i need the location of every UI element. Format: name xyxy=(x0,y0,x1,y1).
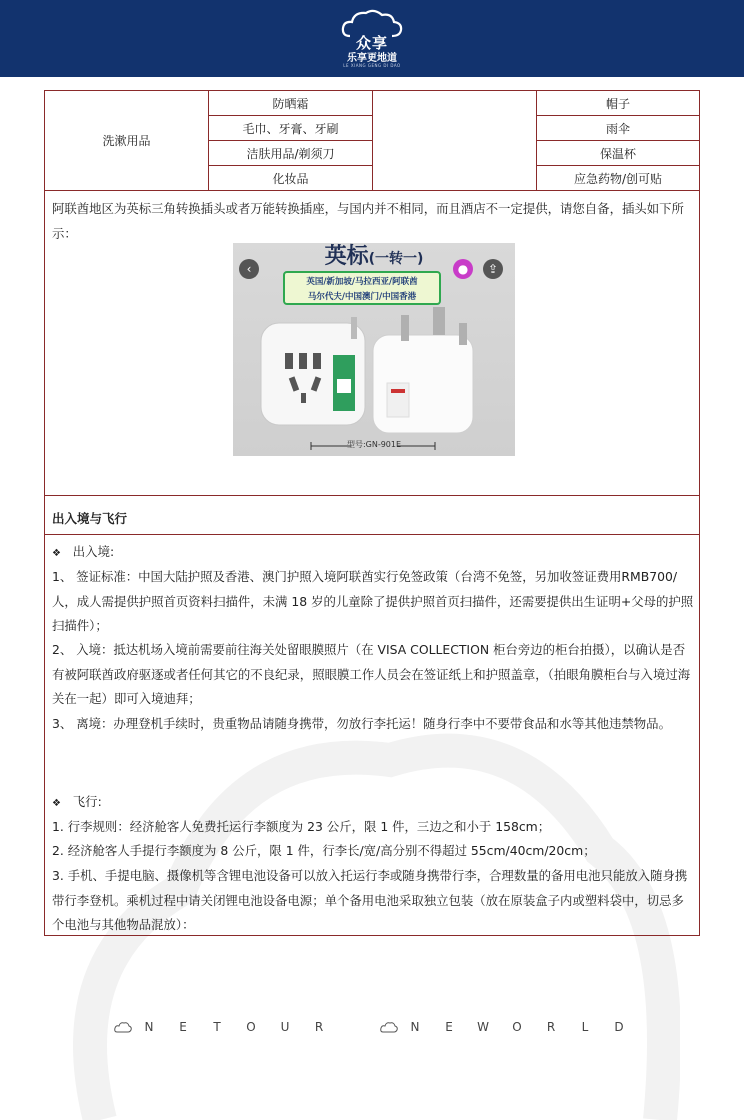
entry-heading-text: 出入境: xyxy=(72,544,115,559)
flight-heading xyxy=(52,790,694,817)
section-title: 出入境与飞行 xyxy=(52,511,128,526)
cloud-icon xyxy=(380,1021,398,1033)
plug-adapter-illustration xyxy=(233,243,515,456)
divider xyxy=(44,495,700,496)
diamond-bullet-icon: ❖ xyxy=(52,548,61,559)
flight-item: 2. 经济舱客人手提行李额度为 8 公斤，限 1 件，行李长/宽/高分别不得超过 55cm/40cm/20cm； xyxy=(52,843,596,858)
brand-tagline: LE XIANG GENG DI DAO xyxy=(343,63,401,68)
right-item: 应急药物/创可贴 xyxy=(573,171,663,186)
left-item-cell xyxy=(208,165,373,191)
left-item: 防晒霜 xyxy=(272,96,309,111)
page-footer xyxy=(0,1020,744,1040)
plug-title-main: 英标 xyxy=(324,244,369,269)
footer-letter: E xyxy=(179,1020,187,1034)
plug-title-sub: (一转一) xyxy=(368,251,424,267)
page-header xyxy=(0,0,744,77)
footer-letter: R xyxy=(314,1020,324,1034)
entry-item: 2、 入境：抵达机场入境前需要前往海关处留眼膜照片（在 VISA COLLECTION 柜台旁边的柜台拍摄），以确认是否有被阿联酋政府驱逐或者任何其它的不良纪录，照眼膜工作人员会在签证纸上和护照盖章，（拍眼角膜柜台与入境过海关在一起）即可入境迪拜； xyxy=(52,642,691,706)
entry-item: 3、 离境：办理登机手续时，贵重物品请随身携带，勿放行李托运！随身行李中不要带食品和水等其他违禁物品。 xyxy=(52,716,671,731)
footer-letter: N xyxy=(144,1020,154,1034)
left-item: 洁肤用品/剃须刀 xyxy=(246,146,335,161)
diamond-bullet-icon: ❖ xyxy=(52,798,61,809)
entry-item: 1、 签证标准：中国大陆护照及香港、澳门护照入境阿联酋实行免签政策（台湾不免签，另加收签证费用RMB700/人，成人需提供护照首页资料扫描件，未满 18 岁的儿童除了提供护照首页扫描件，还需要提供出生证明+父母的护照扫描件）； xyxy=(52,569,694,633)
flight-heading-text: 飞行: xyxy=(72,794,102,809)
empty-cell xyxy=(372,90,537,191)
left-item: 化妆品 xyxy=(272,171,309,186)
brand-main-text: 众享 xyxy=(355,34,388,52)
category-label: 洗漱用品 xyxy=(102,134,151,148)
left-item-cell xyxy=(208,115,373,141)
brand-sub-text: 乐享更地道 xyxy=(347,53,397,64)
right-item-cell xyxy=(536,140,700,166)
category-cell xyxy=(44,90,209,191)
footer-letter: U xyxy=(280,1020,290,1034)
plug-note: 阿联酋地区为英标三角转换插头或者万能转换插座，与国内并不相同，而且酒店不一定提供，请您自备，插头如下所示： xyxy=(52,201,684,241)
footer-letter: L xyxy=(581,1020,589,1034)
footer-letter: D xyxy=(614,1020,624,1034)
cloud-icon xyxy=(114,1021,132,1033)
plug-adapter-image xyxy=(233,243,515,456)
footer-letter: O xyxy=(512,1020,522,1034)
right-item: 帽子 xyxy=(605,96,630,111)
flight-item: 1. 行李规则：经济舱客人免费托运行李额度为 23 公斤，限 1 件，三边之和小于 158cm； xyxy=(52,819,551,834)
chevron-left-icon: ‹ xyxy=(239,259,259,279)
plug-model-label: 型号:GN-901E xyxy=(346,440,402,449)
footer-letter: N xyxy=(410,1020,420,1034)
flight-item: 3. 手机、手提电脑、摄像机等含锂电池设备可以放入托运行李或随身携带行李，合理数量的备用电池只能放入随身携带行李登机。乘机过程中请关闭锂电池设备电源；单个备用电池采取独立包装（放在原装盒子内或塑料袋中，切忌多个电池与其他物品混放）： xyxy=(52,868,688,932)
right-item-cell xyxy=(536,115,700,141)
divider xyxy=(44,534,700,535)
footer-word-neworld xyxy=(380,1020,636,1034)
footer-word-netour xyxy=(114,1020,336,1034)
footer-letter: O xyxy=(246,1020,256,1034)
entry-heading xyxy=(52,540,694,567)
footer-letter: E xyxy=(445,1020,453,1034)
right-item: 雨伞 xyxy=(605,121,630,136)
left-item: 毛巾、牙膏、牙刷 xyxy=(242,121,339,136)
plug-country-line: 马尔代夫/中国澳门/中国香港 xyxy=(307,292,417,302)
app-icon: ● xyxy=(453,259,473,279)
footer-letter: T xyxy=(213,1020,221,1034)
left-item-cell xyxy=(208,90,373,116)
footer-letter: R xyxy=(546,1020,556,1034)
brand-logo xyxy=(322,8,422,72)
right-item: 保温杯 xyxy=(599,146,636,161)
share-icon: ⇪ xyxy=(483,259,503,279)
left-item-cell xyxy=(208,140,373,166)
right-item-cell xyxy=(536,165,700,191)
plug-country-line: 英国/新加坡/马拉西亚/阿联酋 xyxy=(306,277,418,287)
footer-letter: W xyxy=(477,1020,489,1034)
right-item-cell xyxy=(536,90,700,116)
